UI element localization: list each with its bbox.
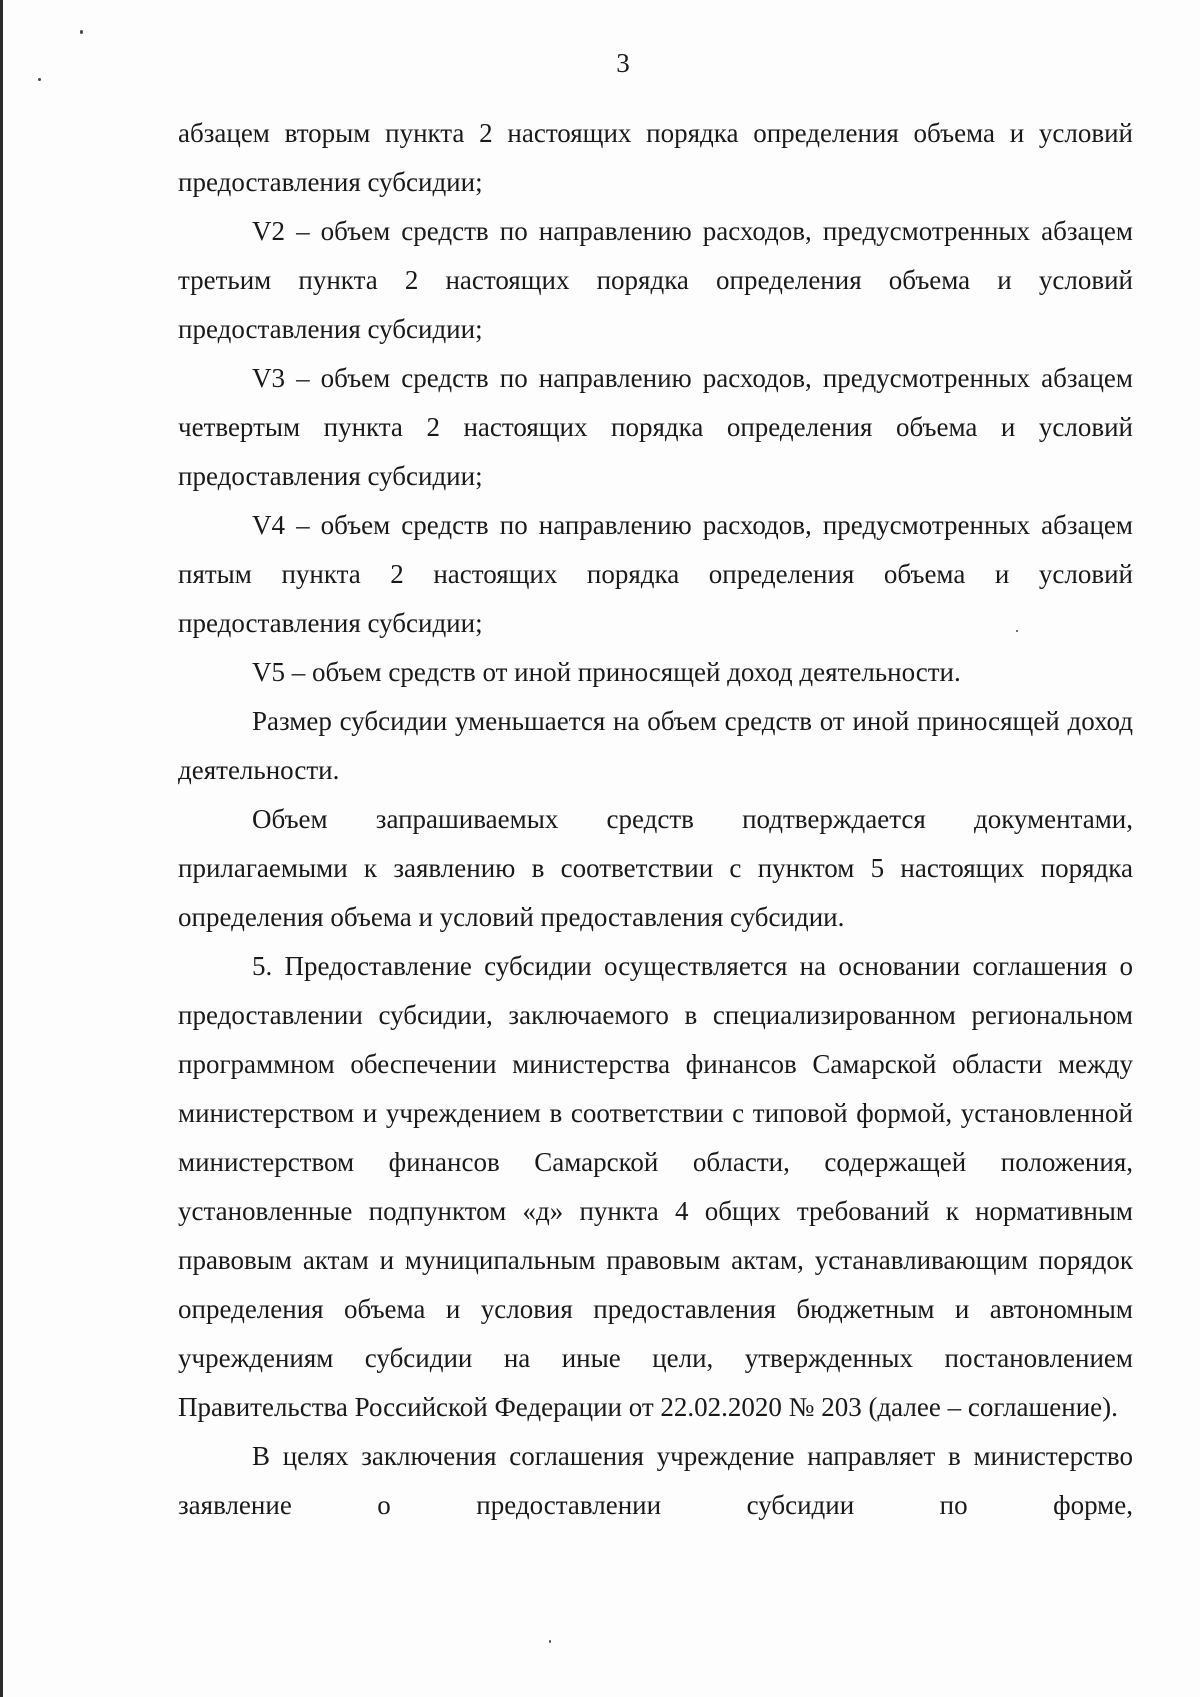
paragraph: V4 – объем средств по направлению расходов, предусмотренных абзацем пятым пункта 2 настоящих порядка определения объема и условий предоставления субсидии; [178,510,1133,638]
scan-speck [549,1640,551,1643]
document-body [178,109,1133,1530]
paragraph: 5. Предоставление субсидии осуществляется на основании соглашения о предоставлении субсидии, заключаемого в специализированном региональном программном обеспечении министерства финансов Самарской области между министерством и учреждением в соответствии с типовой формой, установленной министерством финансов Самарской области, содержащей положения, установленные подпунктом «д» пункта 4 общих требований к нормативным правовым актам и муниципальным правовым актам, устанавливающим порядок определения объема и условия предоставления бюджетным и автономным учреждениям субсидии на иные цели, утвержденных постановлением Правительства Российской Федерации от 22.02.2020 № 203 (далее – соглашение). [178,951,1133,1422]
paragraph: Объем запрашиваемых средств подтверждается документами, прилагаемыми к заявлению в соответствии с пунктом 5 настоящих порядка определения объема и условий предоставления субсидии. [178,804,1133,932]
page-number: 3 [616,48,630,78]
paragraph: V2 – объем средств по направлению расходов, предусмотренных абзацем третьим пункта 2 настоящих порядка определения объема и условий предоставления субсидии; [178,216,1133,344]
paragraph: V5 – объем средств от иной приносящей доход деятельности. [252,657,961,687]
scan-speck [80,30,83,34]
paragraph: V3 – объем средств по направлению расходов, предусмотренных абзацем четвертым пункта 2 настоящих порядка определения объема и условий предоставления субсидии; [178,363,1133,491]
paragraph: абзацем вторым пункта 2 настоящих порядка определения объема и условий предоставления субсидии; [178,118,1133,197]
scan-edge [0,0,3,1697]
paragraph: Размер субсидии уменьшается на объем средств от иной приносящей доход деятельности. [178,706,1133,785]
paragraph: В целях заключения соглашения учреждение направляет в министерство заявление о предоставлении субсидии по форме, [178,1441,1133,1520]
